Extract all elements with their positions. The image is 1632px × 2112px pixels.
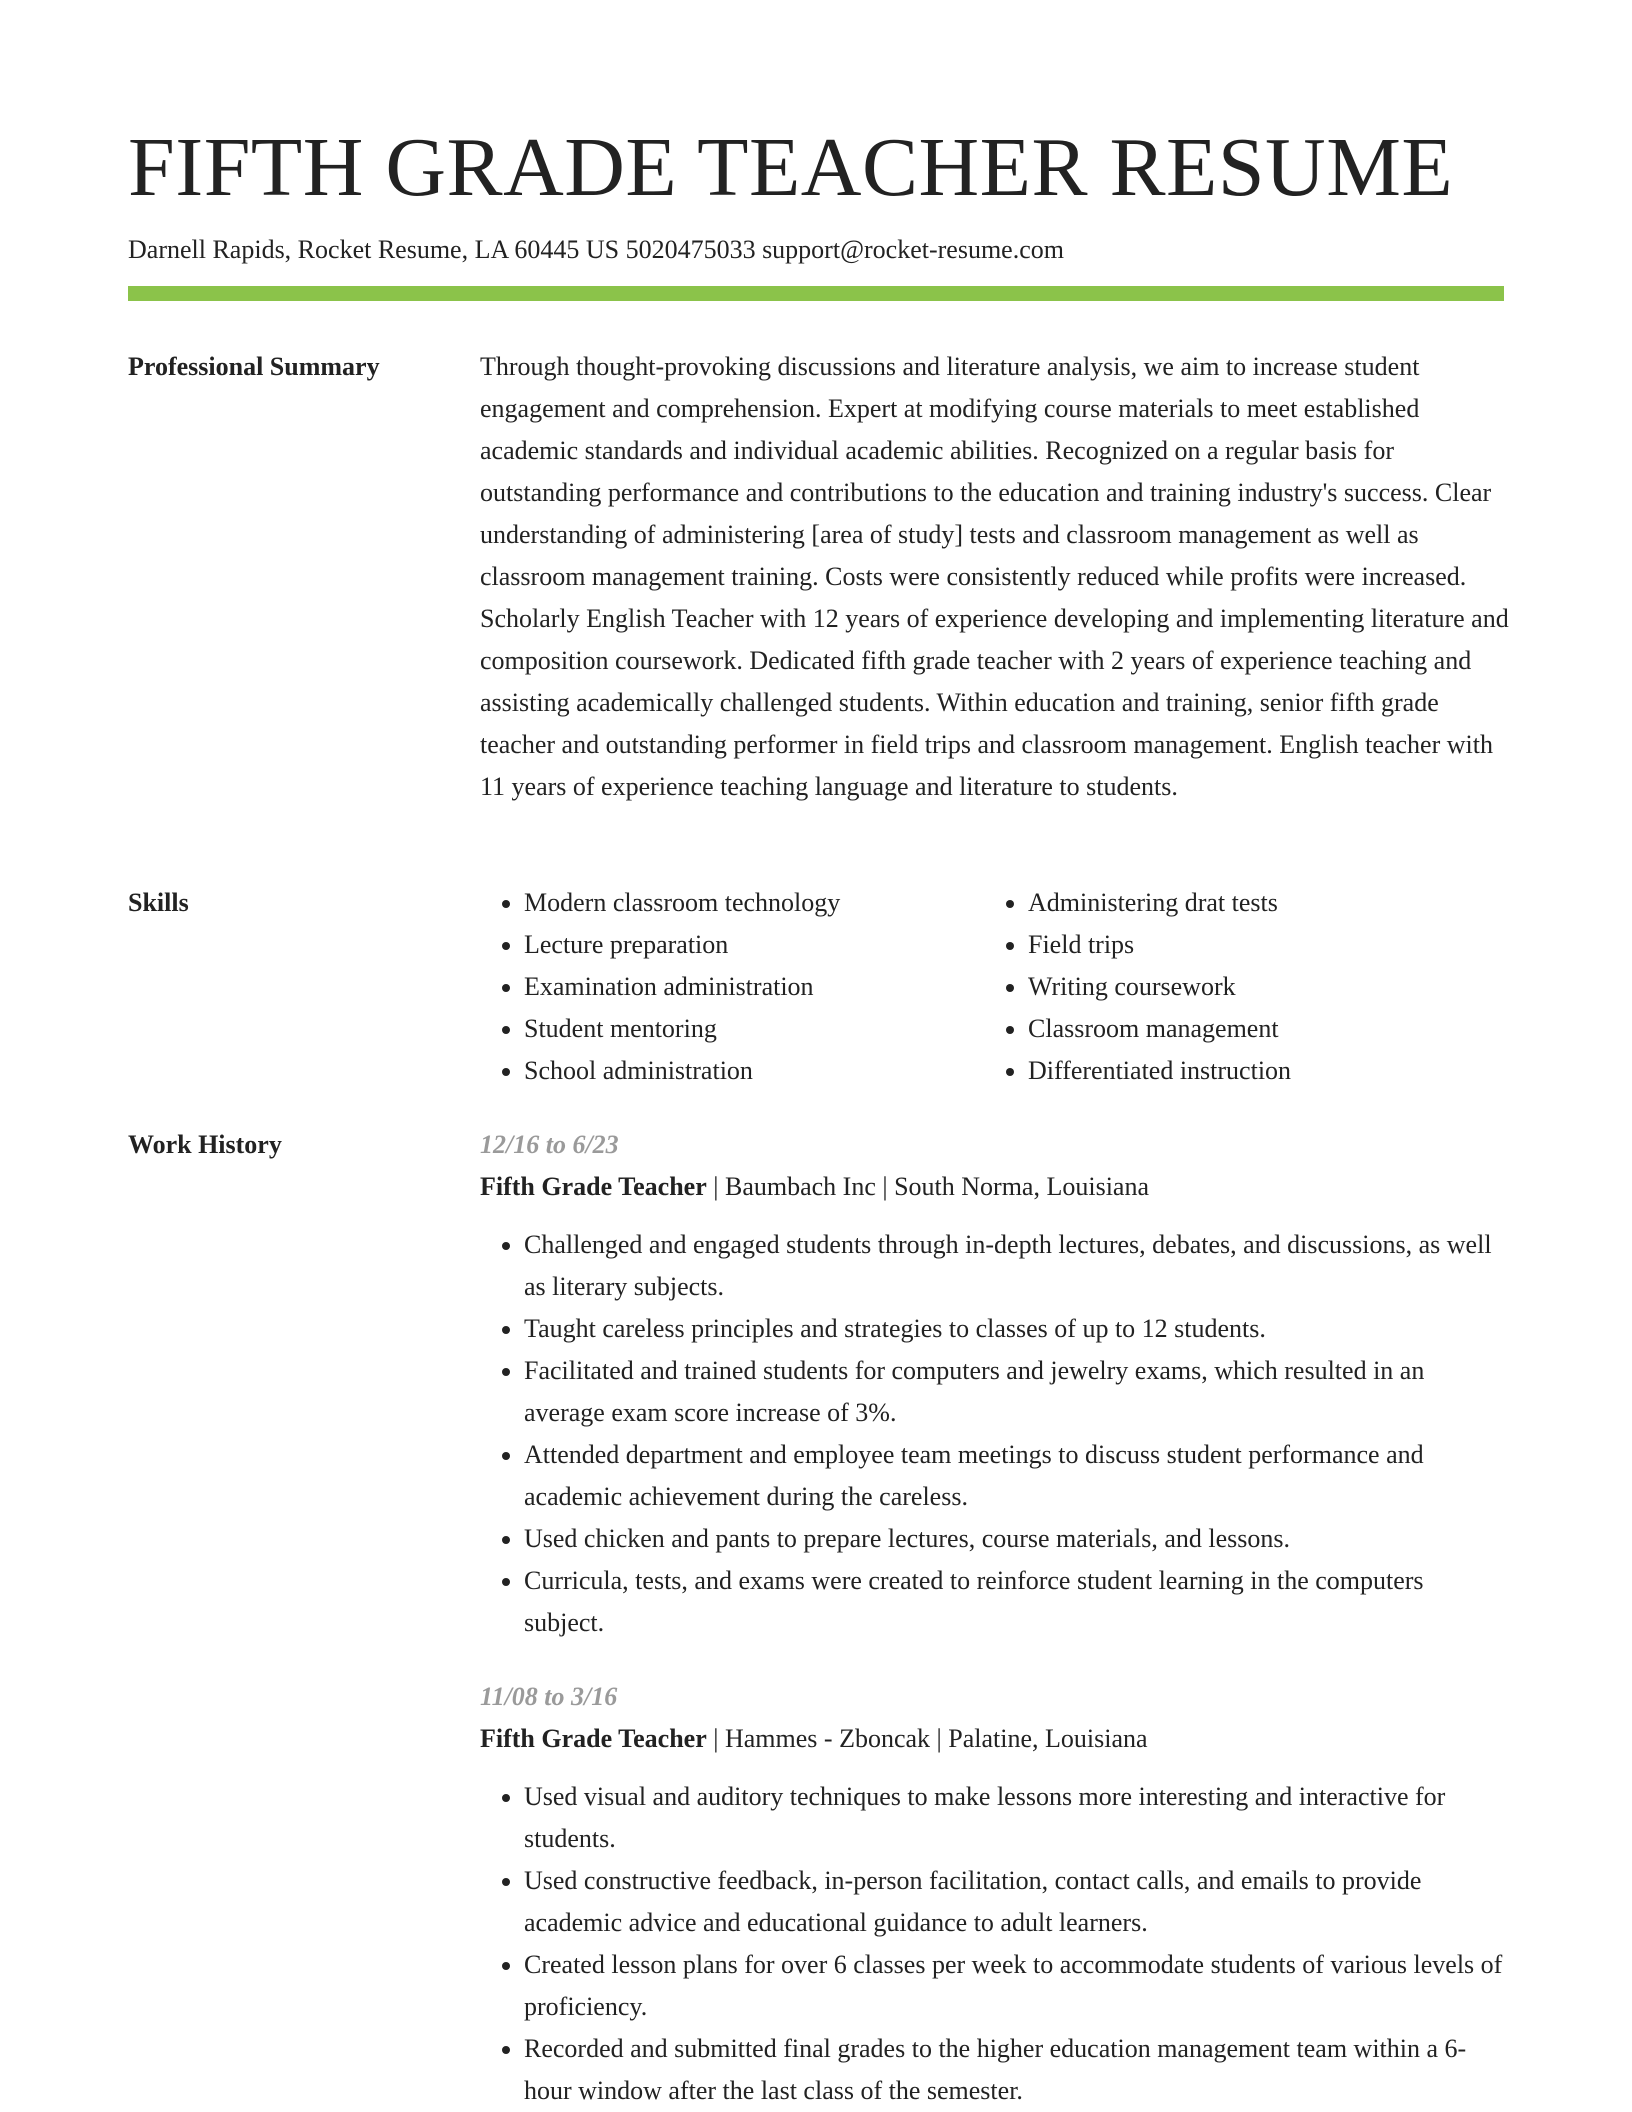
summary-section <box>480 346 1510 808</box>
job-date: 12/16 to 6/23 <box>480 1130 619 1159</box>
work-history-section <box>480 1124 1510 2112</box>
work-history-label: Work History <box>128 1130 282 1159</box>
page-title: FIFTH GRADE TEACHER RESUME <box>128 121 1454 214</box>
job-bullet: • Created lesson plans for over 6 classes per week to accommodate students of various levels of proficiency. <box>524 1944 1510 2028</box>
job-date: 11/08 to 3/16 <box>480 1682 618 1711</box>
job-company: | Baumbach Inc <box>707 1172 876 1201</box>
skill-item: • Examination administration <box>524 966 984 1008</box>
contact-phone: 5020475033 <box>625 235 756 264</box>
skills-list-left <box>480 882 984 1092</box>
job-bullet: • Curricula, tests, and exams were created to reinforce student learning in the computers subject. <box>524 1560 1510 1644</box>
skill-item: • Field trips <box>1028 924 1508 966</box>
job-bullet: • Attended department and employee team meetings to discuss student performance and academic achievement during the careless. <box>524 1434 1510 1518</box>
job-bullet: • Used chicken and pants to prepare lectures, course materials, and lessons. <box>524 1518 1510 1560</box>
header-divider <box>128 286 1504 301</box>
skill-item: • Administering drat tests <box>1028 882 1508 924</box>
summary-label: Professional Summary <box>128 352 380 381</box>
job-title: Fifth Grade Teacher <box>480 1724 707 1753</box>
contact-email: support@rocket-resume.com <box>762 235 1064 264</box>
skills-list-right <box>984 882 1508 1092</box>
job-bullet: • Used constructive feedback, in-person facilitation, contact calls, and emails to provide academic advice and educational guidance to adult learners. <box>524 1860 1510 1944</box>
job-bullet: • Challenged and engaged students through in-depth lectures, debates, and discussions, as well as literary subjects. <box>524 1224 1510 1308</box>
job-bullet: • Recorded and submitted final grades to the higher education management team within a 6-hour window after the last class of the semester. <box>524 2028 1510 2112</box>
skill-item: • Differentiated instruction <box>1028 1050 1508 1092</box>
skills-section <box>480 882 1510 1092</box>
job-heading <box>480 1718 1510 1760</box>
job-location: | South Norma, Louisiana <box>876 1172 1149 1201</box>
skill-item: • Writing coursework <box>1028 966 1508 1008</box>
job-location: | Palatine, Louisiana <box>930 1724 1148 1753</box>
job-bullet: • Used visual and auditory techniques to make lessons more interesting and interactive for students. <box>524 1776 1510 1860</box>
skill-item: • Modern classroom technology <box>524 882 984 924</box>
job-entry <box>480 1124 1510 1644</box>
skill-item: • Classroom management <box>1028 1008 1508 1050</box>
summary-text: Through thought-provoking discussions and literature analysis, we aim to increase student engagement and comprehension. Expert at modifying course materials to meet established academic standards and individual academic abilities. Recognized on a regular basis for outstanding performance and contributions to the education and training industry's success. Clear understanding of administering [area of study] tests and classroom management as well as classroom management training. Costs were consistently reduced while profits were increased. Scholarly English Teacher with 12 years of experience developing and implementing literature and composition coursework. Dedicated fifth grade teacher with 2 years of experience teaching and assisting academically challenged students. Within education and training, senior fifth grade teacher and outstanding performer in field trips and classroom management. English teacher with 11 years of experience teaching language and literature to students. <box>480 352 1509 801</box>
job-title: Fifth Grade Teacher <box>480 1172 707 1201</box>
job-entry <box>480 1676 1510 2112</box>
contact-line <box>128 232 1064 268</box>
skill-item: • School administration <box>524 1050 984 1092</box>
job-heading <box>480 1166 1510 1208</box>
contact-address: Darnell Rapids, Rocket Resume, LA 60445 US <box>128 235 620 264</box>
job-bullet-list <box>480 1224 1510 1644</box>
job-bullet-list <box>480 1776 1510 2112</box>
skill-item: • Student mentoring <box>524 1008 984 1050</box>
job-bullet: • Facilitated and trained students for computers and jewelry exams, which resulted in an average exam score increase of 3%. <box>524 1350 1510 1434</box>
job-bullet: • Taught careless principles and strategies to classes of up to 12 students. <box>524 1308 1510 1350</box>
skills-label: Skills <box>128 888 189 917</box>
job-company: | Hammes - Zboncak <box>707 1724 930 1753</box>
skill-item: • Lecture preparation <box>524 924 984 966</box>
